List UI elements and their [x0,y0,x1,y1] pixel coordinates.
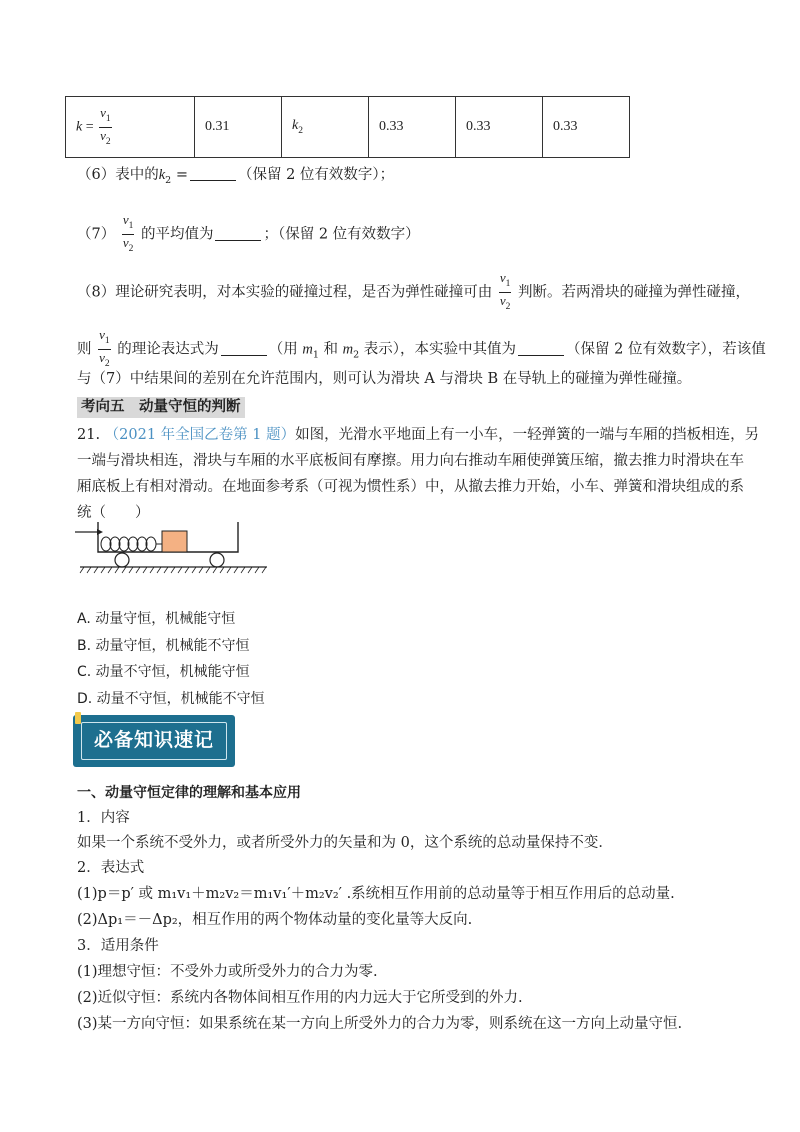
table-cell: 0.31 [195,97,282,158]
wheel [210,553,224,567]
table-cell: 0.33 [456,97,543,158]
answer-blank[interactable] [221,341,267,356]
table-cell: 0.33 [543,97,630,158]
knowledge-paragraph: 如果一个系统不受外力，或者所受外力的矢量和为 0，这个系统的总动量保持不变． [77,835,613,851]
knowledge-heading: 一、动量守恒定律的理解和基本应用 [77,785,301,801]
v1-over-v2-fraction: $\frac{v_1}{v_2}$ [122,212,134,254]
v1-over-v2-fraction: $\frac{v_1}{v_2}$ [99,327,110,369]
k-symbol: k [76,119,83,135]
knowledge-subheading: 3．适用条件 [77,938,159,954]
v1-over-v2-fraction: $\frac{v_1}{v_2}$ [100,104,111,147]
table-cell: 0.33 [369,97,456,158]
data-table [65,96,630,158]
table-row [66,97,630,158]
knowledge-badge [73,715,235,767]
wheel [115,553,129,567]
answer-blank[interactable] [215,226,261,241]
table-cell-k2: $k_2$ [282,97,369,158]
knowledge-subheading: 2．表达式 [77,860,145,876]
question-8-line-3: 与（7）中结果间的差别在允许范围内，则可认为滑块 A 与滑块 B 在导轨上的碰撞为弹性碰撞。 [77,371,692,387]
v1-over-v2-fraction: $\frac{v_1}{v_2}$ [499,270,511,312]
answer-blank[interactable] [190,166,236,181]
cart-spring-diagram [72,518,272,578]
answer-blank[interactable] [518,341,564,356]
knowledge-paragraph: (3)某一方向守恒：如果系统在某一方向上所受外力的合力为零，则系统在这一方向上动量守恒. [77,1016,683,1032]
knowledge-paragraph: (2)Δp₁＝－Δp₂，相互作用的两个物体动量的变化量等大反向. [77,912,473,928]
question-21-line-1: 21. （2021 年全国乙卷第 1 题）如图，光滑水平地面上有一小车，一轻弹簧的一端与车厢的挡板相连，另 [77,427,760,443]
question-8-line-1: （8）理论研究表明，对本实验的碰撞过程，是否为弹性碰撞可由 $\frac{v_1}{v_2}$ 判断。若两滑块的碰撞为弹性碰撞， [77,270,750,315]
question-7: （7） $\frac{v_1}{v_2}$ 的平均值为 ；（保留 2 位有效数字） [77,212,420,257]
knowledge-paragraph: (1)理想守恒：不受外力或所受外力的合力为零. [77,964,378,980]
ground-hatch [80,567,266,573]
spring [101,537,162,551]
question-6: （6）表中的$k_2$ = （保留 2 位有效数字）； [77,167,395,186]
option-c[interactable]: C. 动量不守恒，机械能守恒 [77,664,250,680]
question-8-line-2: 则 $\frac{v_1}{v_2}$ 的理论表达式为 （用 $m_1$ 和 $m_2$ 表示），本实验中其值为 （保留 2 位有效数字），若该值 [77,327,766,372]
knowledge-paragraph: (2)近似守恒：系统内各物体间相互作用的内力远大于它所受到的外力. [77,990,523,1006]
badge-label: 必备知识速记 [93,729,214,751]
question-number: 21. [77,427,101,443]
badge-tab-decoration [75,712,81,724]
question-source: （2021 年全国乙卷第 1 题） [104,427,296,443]
question-21-line-2: 一端与滑块相连，滑块与车厢的水平底板间有摩擦。用力向右推动车厢使弹簧压缩，撤去推力时滑块在车 [77,453,744,469]
knowledge-paragraph: (1)p＝p′ 或 m₁v₁＋m₂v₂＝m₁v₁′＋m₂v₂′ .系统相互作用前的总动量等于相互作用后的总动量. [77,886,675,902]
section-title: 考向五 动量守恒的判断 [77,397,245,418]
option-d[interactable]: D. 动量不守恒，机械能不守恒 [77,691,265,707]
table-header-cell [66,97,195,158]
option-b[interactable]: B. 动量守恒，机械能不守恒 [77,638,250,654]
knowledge-subheading: 1．内容 [77,810,130,826]
question-21-line-3: 厢底板上有相对滑动。在地面参考系（可视为惯性系）中，从撤去推力开始，小车、弹簧和滑块组成的系 [77,479,744,495]
question-21-line-4: 统（ ） [77,505,150,521]
slider-block [162,531,187,552]
option-a[interactable]: A. 动量守恒，机械能守恒 [77,611,236,627]
equals-sign: = [85,119,94,135]
